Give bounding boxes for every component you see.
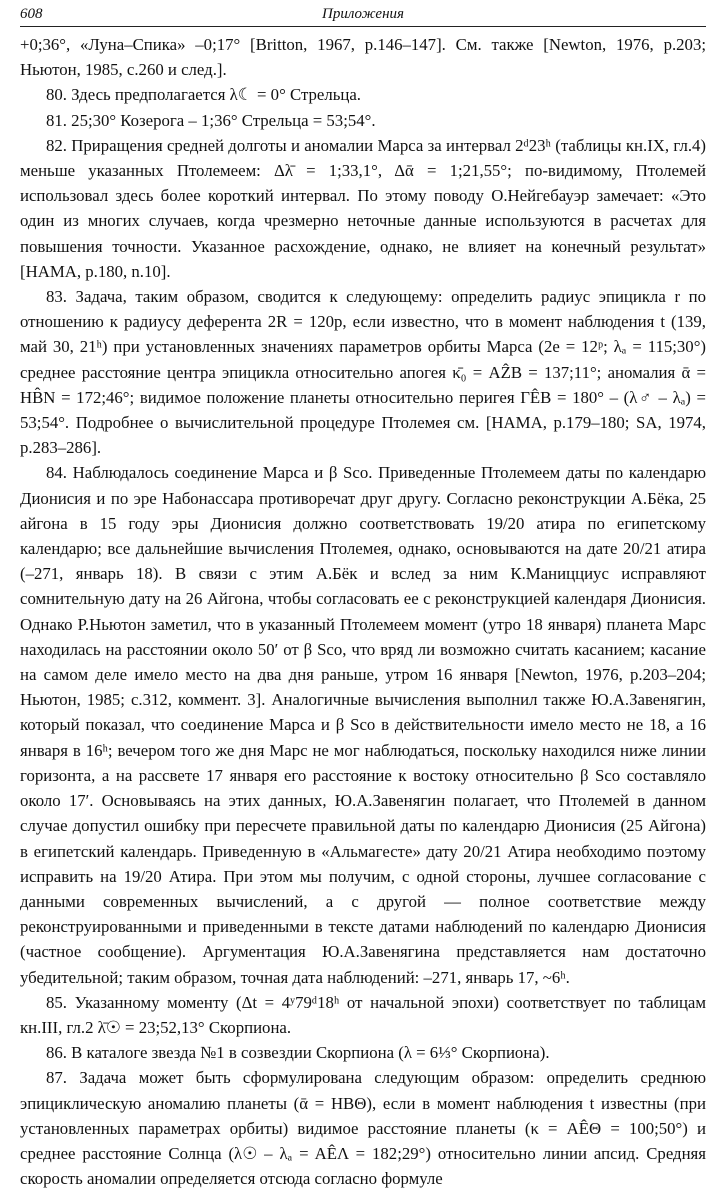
note-80: 80. Здесь предполагается λ☾ = 0° Стрельца. <box>46 85 361 105</box>
note-86: 86. В каталоге звезда №1 в созвездии Скорпиона (λ = 6⅓° Скорпиона). <box>46 1043 550 1063</box>
page-body <box>20 32 706 1191</box>
paragraph-continuation: +0;36°, «Луна–Спика» –0;17° [Britton, 1967, p.146–147]. См. также [Newton, 1976, p.203; Ньютон, 1985, с.260 и след.]. <box>20 35 706 80</box>
page-header <box>20 4 706 27</box>
note-87: 87. Задача может быть сформулирована следующим образом: определить среднюю эпициклическую аномалию планеты (ᾱ = HBΘ), если в момент наблюдения t известны (при установленных параметрах орбиты) видимое расстояние планеты (κ = AÊΘ = 100;50°) и среднее расстояние Солнца (λ☉ – λₐ = AÊΛ = 182;29°) относительно линии апсид. Средняя скорость аномалии определяется отсюда согласно формуле <box>20 1068 706 1189</box>
note-83: 83. Задача, таким образом, сводится к следующему: определить радиус эпицикла r по отношению к радиусу деферента 2R = 120p, если известно, что в момент наблюдения t (139, май 30, 21ʰ) при установленных значениях параметров орбиты Марса (2e = 12ᵖ; λₐ = 115;30°) среднее расстояние центра эпицикла относительно апогея κ̄₀ = AẐB = 137;11°; аномалия ᾱ = HB̂N = 172;46°; видимое положение планеты относительно перигея ΓÊB = 180° – (λ♂ – λₐ) = 53;54°. Подробнее о вычислительной процедуре Птолемея см. [HAMA, p.179–180; SA, 1974, p.283–286]. <box>20 287 706 458</box>
note-84: 84. Наблюдалось соединение Марса и β Sco. Приведенные Птолемеем даты по календарю Дионисия и по эре Набонассара противоречат друг другу. Согласно реконструкции А.Бёка, 25 айгона в 15 году эры Дионисия должно соответствовать 19/20 атира по египетскому календарю; все дальнейшие вычисления Птолемея, однако, основываются на дате 20/21 атира (–271, январь 18). В связи с этим А.Бёк и вслед за ним К.Маницциус исправляют сомнительную дату на 26 Айгона, чтобы согласовать ее с реконструкцией календаря Дионисия. Однако Р.Ньютон заметил, что в указанный Птолемеем момент (утро 18 января) планета Марс находилась на расстоянии около 50′ от β Sco, что вряд ли возможно считать касанием; касание на самом деле имело место на два дня раньше, утром 16 января [Newton, 1976, p.203–204; Ньютон, 1985; с.312, коммент. 3]. Аналогичные вычисления выполнил также Ю.А.Завенягин, который показал, что соединение Марса и β Sco в действительности имело место не 18, а 16 января в 16ʰ; вечером того же дня Марс не мог наблюдаться, поскольку находился ниже линии горизонта, а на рассвете 17 января его расстояние к востоку относительно β Sco составляло около 17′. Основываясь на этих данных, Ю.А.Завенягин полагает, что Птолемей в данном случае допустил ошибку при пересчете правильной даты по календарю Дионисия (25 Айгона) в египетский календарь. Приведенную в «Альмагесте» дату 20/21 Атира необходимо поэтому исправить на 19/20 Атира. При этом мы получим, с одной стороны, лучшее согласование с данными современных вычислений, а с другой — полное соответствие между реконструированными и приведенными в тексте датами наблюдений по календарю Дионисия (частное сообщение). Аргументация Ю.А.Завенягина представляется нам достаточно убедительной; таким образом, точная дата наблюдений: –271, январь 17, ~6ʰ. <box>20 463 706 987</box>
note-85: 85. Указанному моменту (Δt = 4ʸ79ᵈ18ʰ от начальной эпохи) соответствует по таблицам кн.III, гл.2 λ̄☉ = 23;52,13° Скорпиона. <box>20 992 706 1037</box>
running-title: Приложения <box>321 6 404 22</box>
note-81: 81. 25;30° Козерога – 1;36° Стрельца = 53;54°. <box>46 110 376 130</box>
page-number: 608 <box>20 6 43 22</box>
note-82: 82. Приращения средней долготы и аномалии Марса за интервал 2ᵈ23ʰ (таблицы кн.IX, гл.4) меньше указанных Птолемеем: Δλ̄ = 1;33,1°, Δᾱ = 1;21,55°; по-видимому, Птолемей использовал здесь более короткий интервал. По этому поводу О.Нейгебауэр замечает: «Это один из многих случаев, когда чрезмерно неточные данные используются в расчетах для повышения точности. Указанное расхождение, однако, не влияет на конечный результат» [HAMA, p.180, n.10]. <box>20 135 706 281</box>
